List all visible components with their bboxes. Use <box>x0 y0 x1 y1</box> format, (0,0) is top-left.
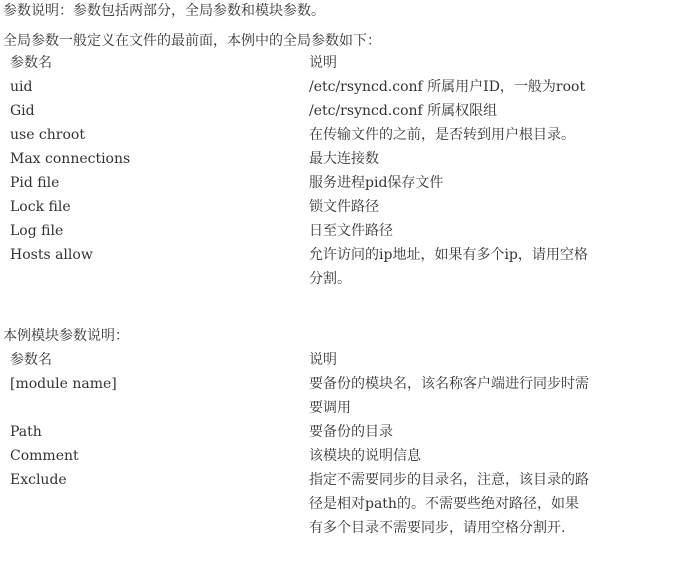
param-name: Pid file <box>10 175 60 191</box>
table-row <box>10 75 610 99</box>
header-description: 说明 <box>309 55 337 71</box>
table-row <box>10 372 610 420</box>
table-row <box>10 123 610 147</box>
table-row <box>10 444 610 468</box>
param-name: Log file <box>10 223 64 239</box>
param-description: 日至文件路径 <box>309 223 393 239</box>
intro-text: 参数说明：参数包括两部分，全局参数和模块参数。 <box>3 3 325 19</box>
table-row <box>10 243 610 291</box>
param-name: Lock file <box>10 199 71 215</box>
param-description: 锁文件路径 <box>309 199 379 215</box>
table-row <box>10 219 610 243</box>
global-params-heading: 全局参数一般定义在文件的最前面，本例中的全局参数如下： <box>3 33 381 49</box>
param-name: Exclude <box>10 472 67 488</box>
param-description: 最大连接数 <box>309 151 379 167</box>
param-name: use chroot <box>10 127 85 143</box>
table-row <box>10 147 610 171</box>
param-name: Hosts allow <box>10 247 93 263</box>
param-name: [module name] <box>10 376 117 392</box>
module-params-heading: 本例模块参数说明： <box>3 328 129 344</box>
table-row <box>10 420 610 444</box>
param-description: 要备份的目录 <box>309 424 393 440</box>
param-description: 服务进程pid保存文件 <box>309 175 444 191</box>
header-param-name: 参数名 <box>10 352 52 368</box>
table-header-row <box>10 348 610 372</box>
param-description: /etc/rsyncd.conf 所属用户ID，一般为root <box>309 79 586 95</box>
table-row <box>10 171 610 195</box>
param-name: Gid <box>10 103 35 119</box>
param-description: 该模块的说明信息 <box>309 448 421 464</box>
param-description: 在传输文件的之前，是否转到用户根目录。 <box>309 127 575 143</box>
header-description: 说明 <box>309 352 337 368</box>
table-row <box>10 195 610 219</box>
param-name: Path <box>10 424 42 440</box>
param-name: Max connections <box>10 151 131 167</box>
param-name: uid <box>10 79 33 95</box>
param-description: 允许访问的ip地址，如果有多个ip，请用空格分割。 <box>309 247 588 287</box>
table-row <box>10 468 610 540</box>
param-name: Comment <box>10 448 79 464</box>
header-param-name: 参数名 <box>10 55 52 71</box>
param-description: 指定不需要同步的目录名，注意，该目录的路径是相对path的。不需要些绝对路径，如果有多个目录不需要同步，请用空格分割开. <box>309 472 589 536</box>
module-params-table <box>10 348 610 540</box>
global-params-table <box>10 51 610 291</box>
table-header-row <box>10 51 610 75</box>
param-description: /etc/rsyncd.conf 所属权限组 <box>309 103 498 119</box>
param-description: 要备份的模块名，该名称客户端进行同步时需要调用 <box>309 376 589 416</box>
table-row <box>10 99 610 123</box>
